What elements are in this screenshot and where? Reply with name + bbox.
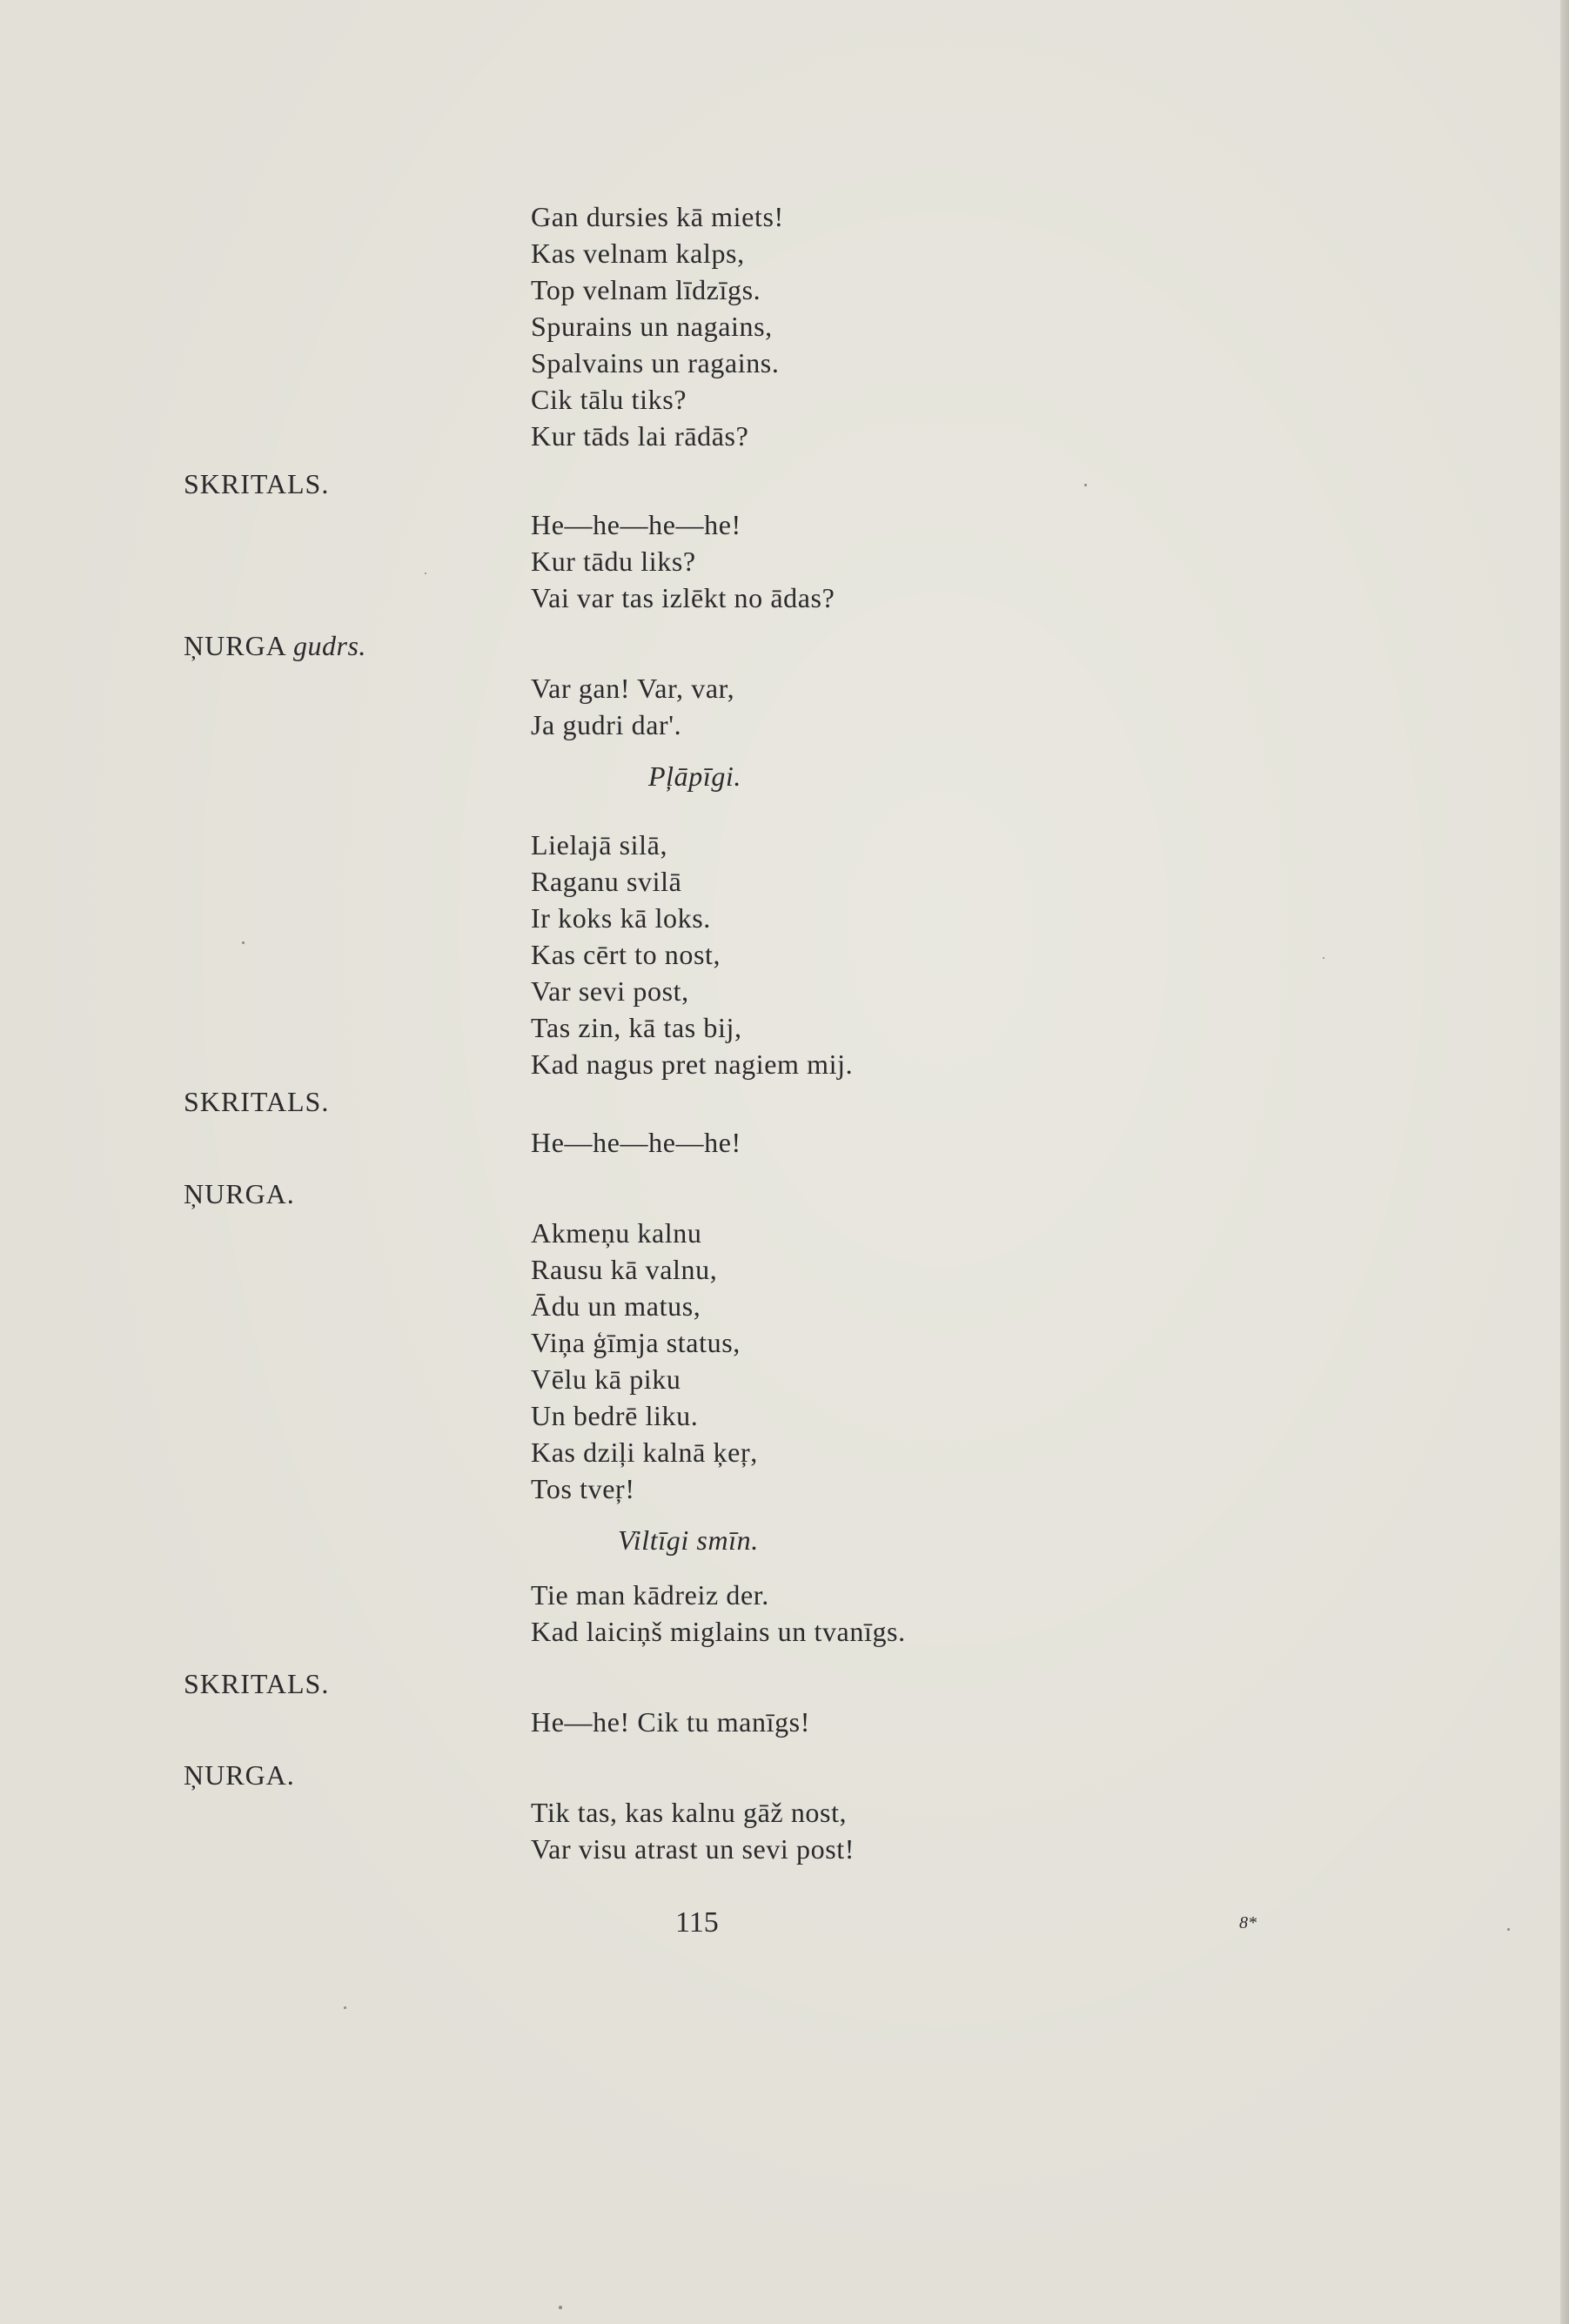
verse-line: Vēlu kā piku	[531, 1363, 681, 1395]
verse-line: Var visu atrast un sevi post!	[531, 1833, 855, 1865]
verse-line: Kad laiciņš miglains un tvanīgs.	[531, 1616, 906, 1647]
verse-line: Un bedrē liku.	[531, 1400, 699, 1431]
verse-line: He—he—he—he!	[531, 1127, 741, 1158]
verse-line: Var gan! Var, var,	[531, 673, 735, 704]
paper-speck	[344, 2006, 346, 2009]
paper-speck	[1323, 957, 1324, 959]
verse-line: Tik tas, kas kalnu gāž nost,	[531, 1797, 848, 1828]
speaker-label	[184, 1176, 295, 1211]
verse-line: Var sevi post,	[531, 975, 689, 1007]
verse-line: Spalvains un ragains.	[531, 347, 780, 378]
speaker-label	[184, 1084, 329, 1119]
signature-mark: 8*	[1239, 1913, 1257, 1932]
verse-line: He—he! Cik tu manīgs!	[531, 1706, 810, 1738]
speaker-label	[184, 1758, 295, 1792]
verse-line: Cik tālu tiks?	[531, 384, 687, 415]
verse-line: Kur tāds lai rādās?	[531, 420, 749, 452]
verse-line: Ja gudri dar'.	[531, 709, 682, 740]
paper-speck	[1084, 484, 1087, 486]
verse-line: Ir koks kā loks.	[531, 902, 711, 934]
verse-block	[531, 1215, 758, 1507]
verse-block	[531, 198, 784, 454]
paper-speck	[425, 573, 426, 574]
verse-block	[531, 1704, 810, 1740]
verse-line: Tie man kādreiz der.	[531, 1579, 769, 1611]
verse-line: Vai var tas izlēkt no ādas?	[531, 582, 835, 613]
verse-line: Rausu kā valnu,	[531, 1254, 718, 1285]
speaker-name: SKRITALS.	[184, 468, 330, 499]
verse-line: Viņa ģīmja status,	[531, 1327, 741, 1358]
verse-line: Raganu svilā	[531, 866, 682, 897]
verse-line: Kas cērt to nost,	[531, 939, 721, 970]
verse-line: Kas velnam kalps,	[531, 238, 745, 269]
stage-direction: Viltīgi smīn.	[618, 1524, 759, 1556]
verse-line: Tos tveŗ!	[531, 1473, 635, 1504]
verse-line: Spurains un nagains,	[531, 311, 773, 342]
verse-line: Top velnam līdzīgs.	[531, 274, 761, 305]
speaker-name: ŅURGA.	[184, 1759, 295, 1791]
stage-direction: Pļāpīgi.	[648, 760, 742, 792]
speaker-name: ŅURGA.	[184, 1178, 295, 1209]
verse-block	[531, 1124, 741, 1161]
verse-line: Gan dursies kā miets!	[531, 201, 784, 232]
verse-block	[531, 670, 734, 743]
speaker-name: SKRITALS.	[184, 1668, 330, 1699]
verse-line: Ādu un matus,	[531, 1290, 701, 1322]
verse-line: Tas zin, kā tas bij,	[531, 1012, 742, 1043]
speaker-name: SKRITALS.	[184, 1086, 330, 1117]
verse-block	[531, 506, 835, 616]
verse-line: Akmeņu kalnu	[531, 1217, 702, 1249]
page-number: 115	[675, 1906, 719, 1939]
page-edge	[1560, 0, 1569, 2324]
verse-line: Kur tādu liks?	[531, 546, 696, 577]
verse-line: Kas dziļi kalnā ķeŗ,	[531, 1437, 758, 1468]
speaker-label	[184, 628, 366, 663]
speaker-label	[184, 1666, 329, 1701]
speaker-label	[184, 466, 329, 501]
verse-block	[531, 1794, 855, 1867]
paper-speck	[559, 2306, 562, 2309]
verse-block	[531, 827, 853, 1082]
verse-line: Lielajā silā,	[531, 829, 668, 861]
speaker-direction: gudrs.	[293, 630, 366, 661]
verse-line: He—he—he—he!	[531, 509, 741, 540]
verse-line: Kad nagus pret nagiem mij.	[531, 1048, 854, 1080]
speaker-name: ŅURGA	[184, 630, 286, 661]
verse-block	[531, 1577, 906, 1650]
paper-speck	[1507, 1928, 1510, 1931]
paper-speck	[242, 941, 245, 944]
